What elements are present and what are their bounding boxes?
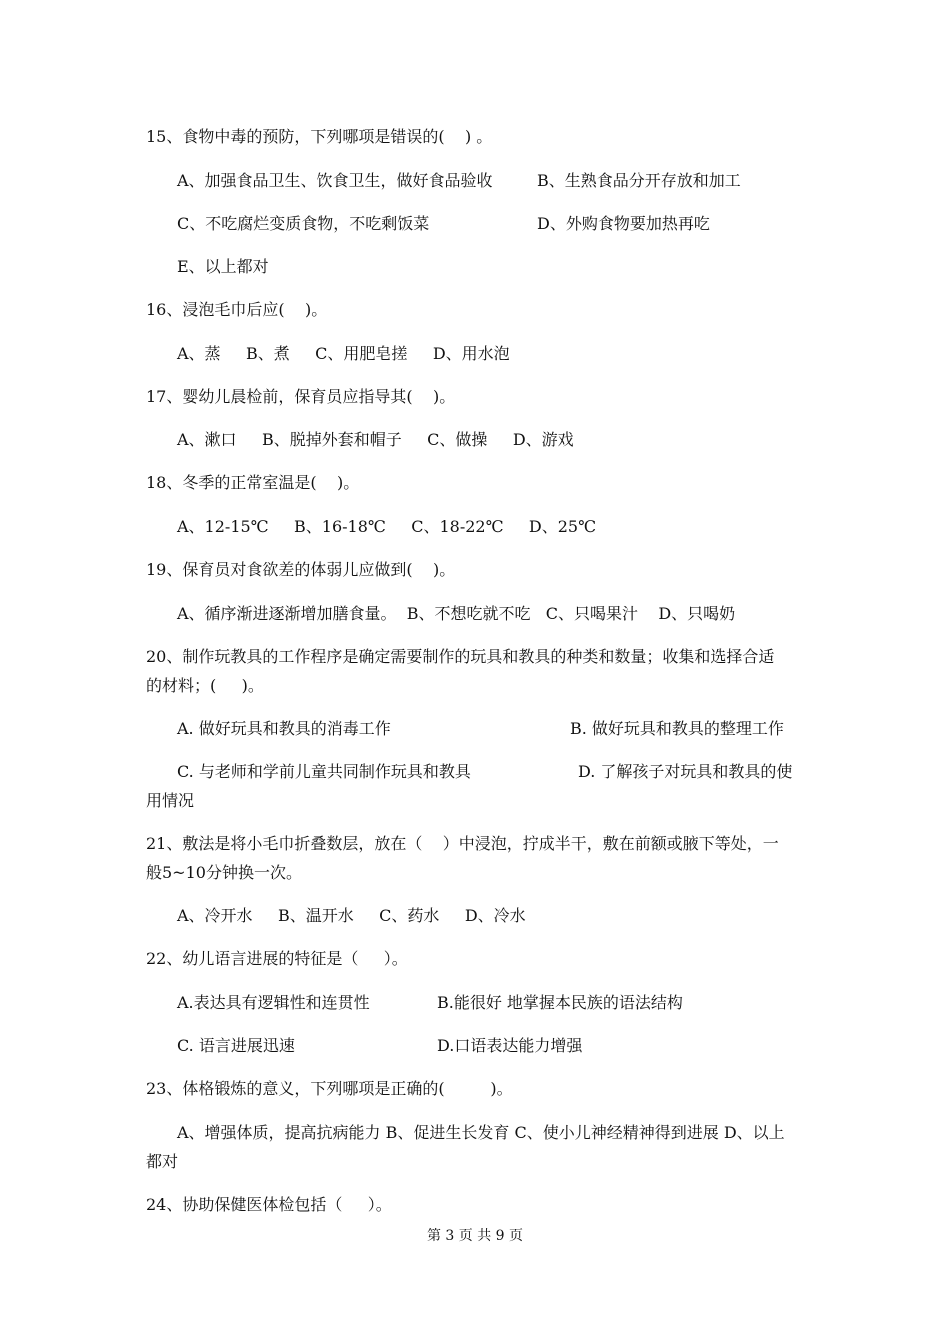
question-20-stem-continued: 的材料；( )。 xyxy=(146,676,264,695)
question-22-option-c: C. 语言进展迅速 xyxy=(177,1036,295,1055)
question-20-option-d-continued: 用情况 xyxy=(146,791,195,810)
question-15-option-b: B、生熟食品分开存放和加工 xyxy=(537,171,741,190)
question-22-stem: 22、幼儿语言进展的特征是（ ）。 xyxy=(146,949,408,968)
question-17-stem: 17、婴幼儿晨检前，保育员应指导其( )。 xyxy=(146,387,456,406)
question-21-stem: 21、敷法是将小毛巾折叠数层，放在（ ）中浸泡，拧成半干，敷在前额或腋下等处，一 xyxy=(146,834,779,853)
question-18-options: A、12-15℃ B、16-18℃ C、18-22℃ D、25℃ xyxy=(177,517,597,536)
question-23-options: A、增强体质，提高抗病能力 B、促进生长发育 C、使小儿神经精神得到进展 D、以上 xyxy=(177,1123,785,1142)
question-21-options: A、冷开水 B、温开水 C、药水 D、冷水 xyxy=(177,906,526,925)
question-22-option-d: D.口语表达能力增强 xyxy=(437,1036,583,1055)
question-20-stem: 20、制作玩教具的工作程序是确定需要制作的玩具和教具的种类和数量；收集和选择合适 xyxy=(146,647,775,666)
question-21-stem-continued: 般5~10分钟换一次。 xyxy=(146,863,302,882)
question-19-stem: 19、保育员对食欲差的体弱儿应做到( )。 xyxy=(146,560,456,579)
question-15-option-e: E、以上都对 xyxy=(177,257,269,276)
question-18-stem: 18、冬季的正常室温是( )。 xyxy=(146,473,360,492)
question-23-stem: 23、体格锻炼的意义，下列哪项是正确的( )。 xyxy=(146,1079,513,1098)
question-16-options: A、蒸 B、煮 C、用肥皂搓 D、用水泡 xyxy=(177,344,510,363)
question-20-option-b: B. 做好玩具和教具的整理工作 xyxy=(570,719,784,738)
question-15-option-c: C、不吃腐烂变质食物，不吃剩饭菜 xyxy=(177,214,430,233)
question-15-option-a: A、加强食品卫生、饮食卫生，做好食品验收 xyxy=(177,171,493,190)
question-15-stem: 15、食物中毒的预防，下列哪项是错误的( ) 。 xyxy=(146,127,493,146)
question-15-option-d: D、外购食物要加热再吃 xyxy=(537,214,710,233)
question-20-option-d: D. 了解孩子对玩具和教具的使 xyxy=(578,762,793,781)
question-22-option-a: A.表达具有逻辑性和连贯性 xyxy=(177,993,370,1012)
question-23-options-continued: 都对 xyxy=(146,1152,179,1171)
question-22-option-b: B.能很好 地掌握本民族的语法结构 xyxy=(437,993,683,1012)
question-17-options: A、漱口 B、脱掉外套和帽子 C、做操 D、游戏 xyxy=(177,430,574,449)
question-20-option-a: A. 做好玩具和教具的消毒工作 xyxy=(177,719,391,738)
page-number-footer: 第 3 页 共 9 页 xyxy=(426,1228,524,1244)
question-16-stem: 16、浸泡毛巾后应( )。 xyxy=(146,300,328,319)
question-19-options: A、循序渐进逐渐增加膳食量。 B、不想吃就不吃 C、只喝果汁 D、只喝奶 xyxy=(177,604,736,623)
question-24-stem: 24、协助保健医体检包括（ ）。 xyxy=(146,1195,392,1214)
question-20-option-c: C. 与老师和学前儿童共同制作玩具和教具 xyxy=(177,762,471,781)
